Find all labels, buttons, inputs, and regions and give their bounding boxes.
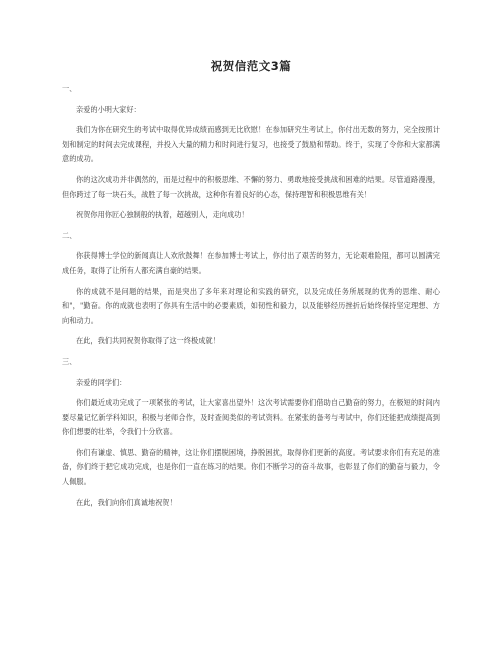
paragraph: 你们有谦虚、慎思、勤奋的精神，这让你们摆脱困境，挣脱困扰，取得你们更新的高度。考试要求你们有充足的准备，你们终于把它成功完成，也是你们一直在练习的结果。你们不断学习的奋斗故事，也彰显了你们的勤奋与毅力，令人佩服。 — [62, 447, 440, 487]
paragraph: 在此，我们共同祝贺你取得了这一终极成就！ — [76, 336, 220, 346]
paragraph: 你获得博士学位的新闻真让人欢欣鼓舞！在参加博士考试上，你付出了艰苦的努力，无论艰难险阻，都可以圆满完成任务，取得了让所有人都充满自豪的结果。 — [62, 251, 440, 275]
paragraph: 你的成就不是问题的结果，而是突出了多年来对理论和实践的研究，以及完成任务所展现的优秀的思维、耐心和"，"勤奋。你的成就也表明了你具有生活中的必要素质，如韧性和毅力，以及能够经历挫折后始终保持坚定理想、方向和动力。 — [62, 286, 440, 325]
paragraph: 祝贺你用你匠心独制般的执着，超越别人，走向成功！ — [76, 210, 249, 220]
paragraph: 你的这次成功并非偶然的，而是过程中的积极思维、不懈的努力、勇敢地接受挑战和困难的结果。尽管道路漫漫，但你跨过了每一块石头，战胜了每一次挑战，这种你有着良好的心态，保持理智和积极思维有关！ — [62, 174, 440, 199]
salutation: 亲爱的小明大家好： — [76, 104, 141, 114]
paragraph: 你们最近成功完成了一项紧张的考试，让大家喜出望外！这次考试需要你们借助自己勤奋的努力，在极短的时间内要尽量记忆新学科知识，积极与老师合作，及时查阅类似的考试资料。在紧张的备考与考试中，你们还能把成绩提高到你们想要的壮举，令我们十分欣喜。 — [62, 398, 440, 437]
section-number: 一、 — [62, 84, 77, 93]
paragraph: 在此，我们向你们真诚地祝贺！ — [76, 497, 177, 507]
paragraph: 我们为你在研究生的考试中取得优异成绩而感到无比欣慰！在参加研究生考试上，你付出无数的努力，完全按照计划和制定的时间去完成课程，并投入大量的精力和时间进行复习，也接受了鼓励和帮助。终于，实现了令你和大家都满意的成功。 — [62, 125, 440, 164]
document-body — [62, 82, 440, 516]
section-number: 三、 — [62, 356, 77, 366]
salutation: 亲爱的同学们： — [76, 377, 127, 387]
document-title: 祝贺信范文3篇 — [210, 59, 292, 73]
section-number: 二、 — [62, 230, 77, 240]
